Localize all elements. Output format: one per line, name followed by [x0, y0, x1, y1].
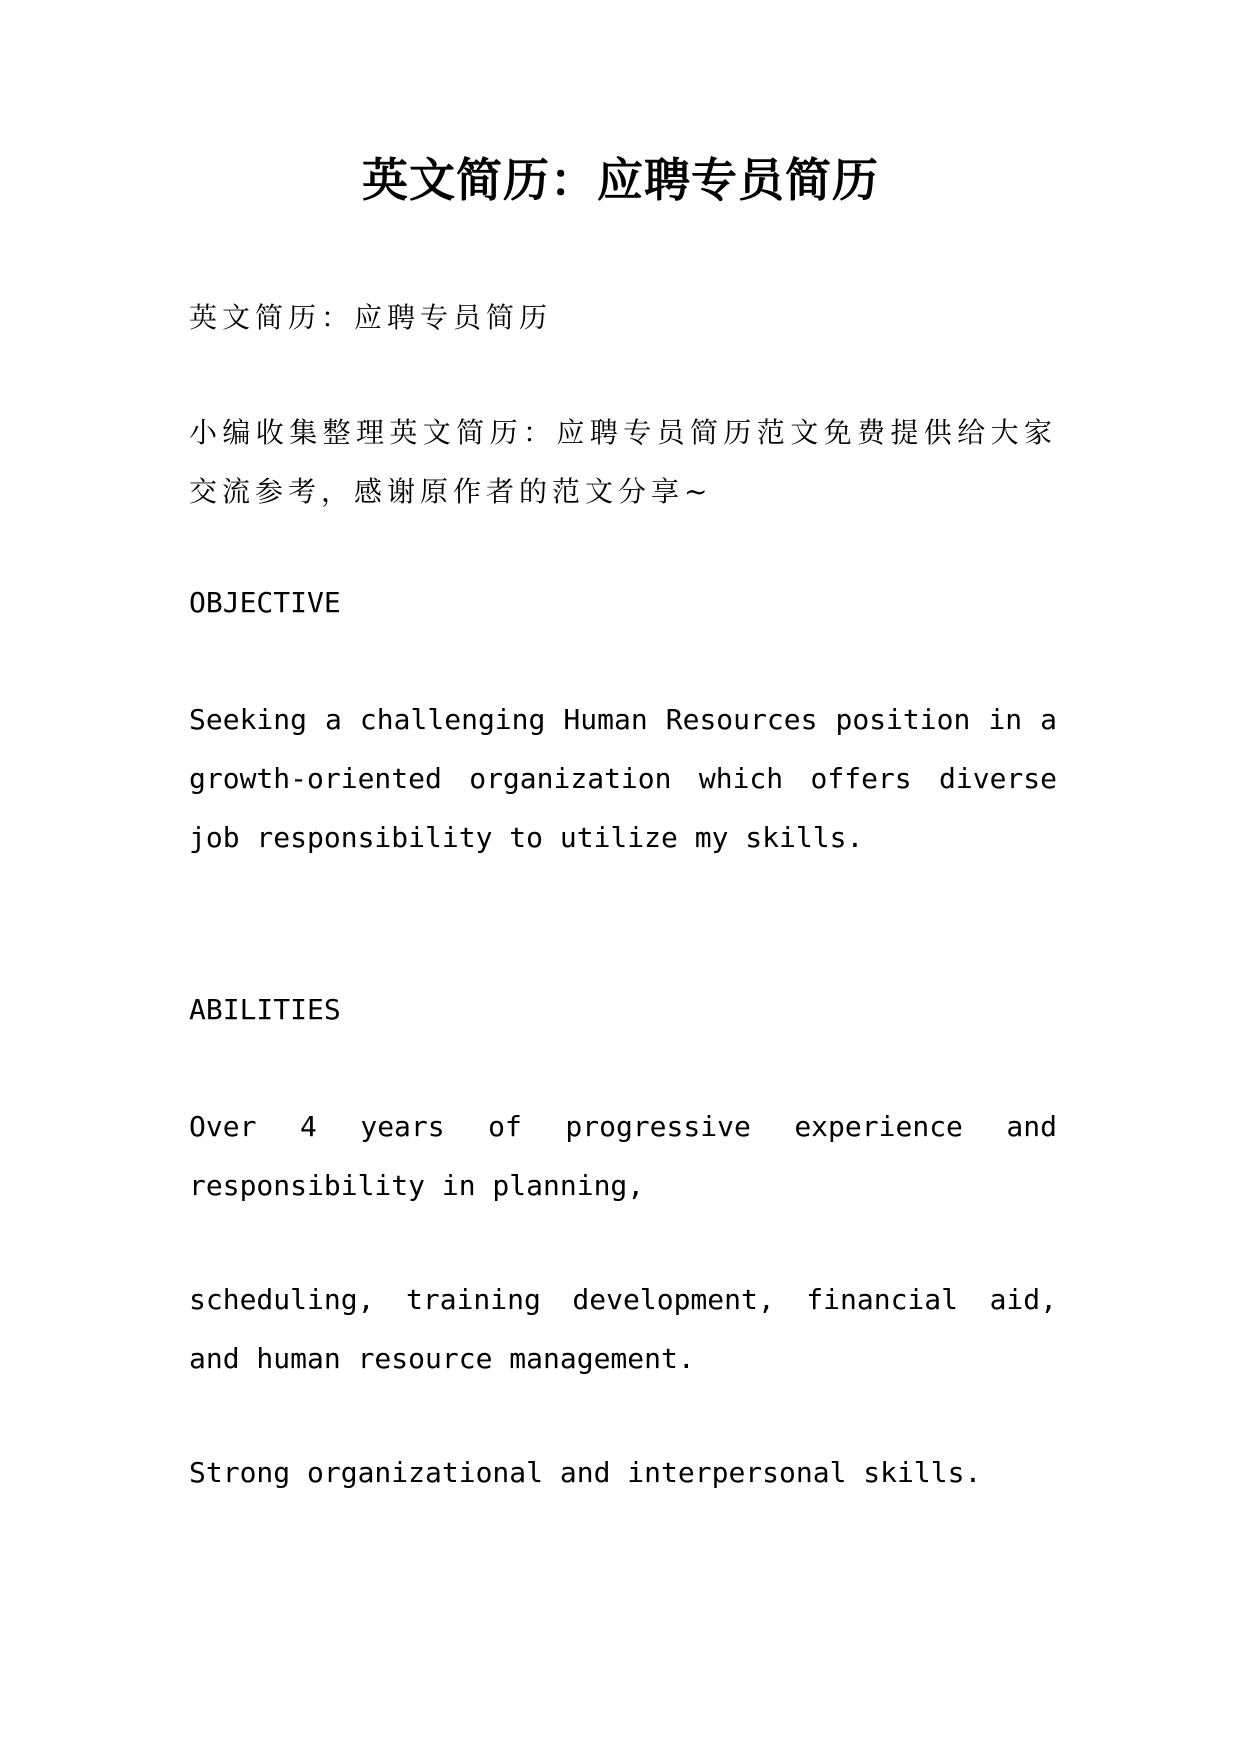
page-title: 英文简历：应聘专员简历: [362, 153, 879, 207]
abilities-paragraph: Strong organizational and interpersonal skills.: [189, 1456, 982, 1489]
abilities-paragraph: scheduling, training development, financial aid, and human resource management.: [189, 1283, 1057, 1375]
objective-paragraph: Seeking a challenging Human Resources position in a growth-oriented organization which offers diverse job responsibility to utilize my skills.: [189, 703, 1057, 854]
intro-paragraph: 小编收集整理英文简历：应聘专员简历范文免费提供给大家交流参考，感谢原作者的范文分享~: [189, 416, 1057, 508]
section-heading-abilities: ABILITIES: [189, 993, 341, 1026]
abilities-paragraph: Over 4 years of progressive experience and responsibility in planning,: [189, 1110, 1057, 1202]
subtitle-line: 英文简历：应聘专员简历: [189, 301, 553, 334]
section-heading-objective: OBJECTIVE: [189, 586, 341, 619]
